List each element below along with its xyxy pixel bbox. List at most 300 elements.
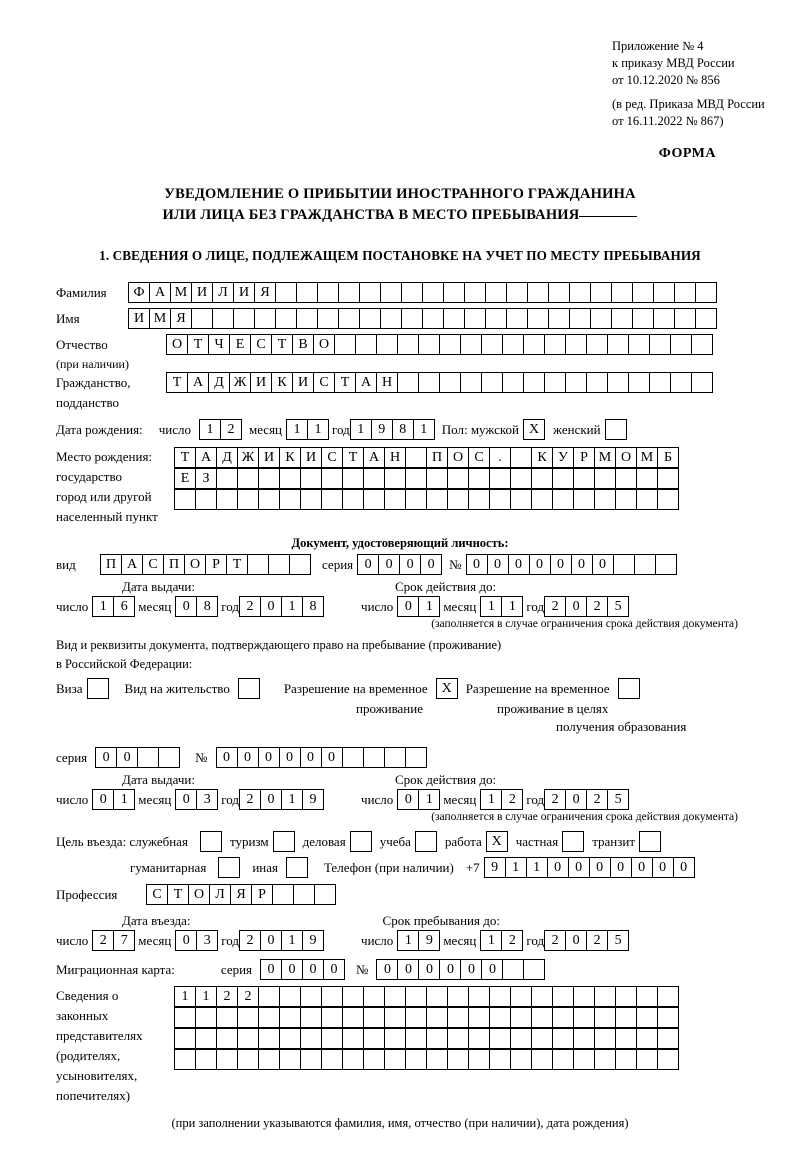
- cell[interactable]: [586, 372, 608, 393]
- cell[interactable]: [300, 986, 322, 1007]
- cell[interactable]: [636, 489, 658, 510]
- cell[interactable]: [657, 468, 679, 489]
- cell[interactable]: [674, 308, 696, 329]
- cell[interactable]: [636, 1049, 658, 1070]
- cell[interactable]: [657, 1007, 679, 1028]
- cell[interactable]: [510, 1007, 532, 1028]
- purpose-business-checkbox[interactable]: [350, 831, 372, 852]
- cell[interactable]: [510, 986, 532, 1007]
- cell[interactable]: [363, 747, 385, 768]
- cell[interactable]: [573, 489, 595, 510]
- entry-month-input[interactable]: [175, 930, 217, 951]
- cell[interactable]: 1: [281, 930, 303, 951]
- doc-issue-month-input[interactable]: [175, 596, 217, 617]
- permit-issue-day-input[interactable]: [92, 789, 134, 810]
- cell[interactable]: [565, 372, 587, 393]
- cell[interactable]: 0: [481, 959, 503, 980]
- cell[interactable]: [464, 308, 486, 329]
- cell[interactable]: [195, 1028, 217, 1049]
- cell[interactable]: [649, 334, 671, 355]
- cell[interactable]: Т: [166, 372, 188, 393]
- cell[interactable]: 0: [568, 857, 590, 878]
- cell[interactable]: [569, 282, 591, 303]
- cell[interactable]: 9: [371, 419, 393, 440]
- birth-day-input[interactable]: [199, 419, 241, 440]
- legal-rep-row-3[interactable]: [174, 1028, 678, 1049]
- cell[interactable]: О: [184, 554, 206, 575]
- cell[interactable]: 1: [286, 419, 308, 440]
- cell[interactable]: [384, 1049, 406, 1070]
- cell[interactable]: [523, 334, 545, 355]
- cell[interactable]: [481, 334, 503, 355]
- cell[interactable]: 7: [113, 930, 135, 951]
- cell[interactable]: [405, 747, 427, 768]
- cell[interactable]: [321, 468, 343, 489]
- name-input[interactable]: [128, 308, 716, 329]
- cell[interactable]: [237, 489, 259, 510]
- legal-rep-row-2[interactable]: [174, 1007, 678, 1028]
- cell[interactable]: О: [615, 447, 637, 468]
- cell[interactable]: [552, 468, 574, 489]
- cell[interactable]: Т: [342, 447, 364, 468]
- cell[interactable]: [363, 1049, 385, 1070]
- cell[interactable]: [258, 489, 280, 510]
- cell[interactable]: [657, 489, 679, 510]
- cell[interactable]: .: [489, 447, 511, 468]
- cell[interactable]: [384, 468, 406, 489]
- cell[interactable]: 0: [565, 596, 587, 617]
- cell[interactable]: [405, 447, 427, 468]
- cell[interactable]: 0: [673, 857, 695, 878]
- cell[interactable]: 0: [529, 554, 551, 575]
- cell[interactable]: [506, 282, 528, 303]
- cell[interactable]: 2: [501, 930, 523, 951]
- patronymic-input[interactable]: [166, 334, 712, 355]
- doc-number-input[interactable]: [466, 554, 676, 575]
- migration-series-input[interactable]: [260, 959, 344, 980]
- permit-valid-month-input[interactable]: [480, 789, 522, 810]
- cell[interactable]: [485, 282, 507, 303]
- cell[interactable]: П: [163, 554, 185, 575]
- cell[interactable]: 0: [631, 857, 653, 878]
- cell[interactable]: 0: [589, 857, 611, 878]
- cell[interactable]: [548, 308, 570, 329]
- cell[interactable]: [426, 468, 448, 489]
- cell[interactable]: [279, 468, 301, 489]
- permit-valid-day-input[interactable]: [397, 789, 439, 810]
- cell[interactable]: 2: [544, 596, 566, 617]
- cell[interactable]: [552, 489, 574, 510]
- doc-valid-day-input[interactable]: [397, 596, 439, 617]
- cell[interactable]: 0: [420, 554, 442, 575]
- cell[interactable]: [317, 282, 339, 303]
- cell[interactable]: [468, 986, 490, 1007]
- cell[interactable]: [657, 1028, 679, 1049]
- stay-year-input[interactable]: [544, 930, 628, 951]
- purpose-other-checkbox[interactable]: [286, 857, 308, 878]
- cell[interactable]: 1: [418, 789, 440, 810]
- cell[interactable]: [510, 489, 532, 510]
- cell[interactable]: [279, 986, 301, 1007]
- cell[interactable]: [489, 468, 511, 489]
- cell[interactable]: Р: [251, 884, 273, 905]
- cell[interactable]: 0: [378, 554, 400, 575]
- cell[interactable]: 1: [480, 930, 502, 951]
- cell[interactable]: 9: [484, 857, 506, 878]
- cell[interactable]: [573, 986, 595, 1007]
- cell[interactable]: [258, 468, 280, 489]
- cell[interactable]: [272, 884, 294, 905]
- cell[interactable]: И: [250, 372, 272, 393]
- cell[interactable]: [531, 1007, 553, 1028]
- cell[interactable]: [636, 468, 658, 489]
- cell[interactable]: [569, 308, 591, 329]
- cell[interactable]: [594, 1028, 616, 1049]
- migration-number-input[interactable]: [376, 959, 544, 980]
- cell[interactable]: С: [313, 372, 335, 393]
- cell[interactable]: [615, 986, 637, 1007]
- cell[interactable]: [691, 372, 713, 393]
- cell[interactable]: [485, 308, 507, 329]
- cell[interactable]: [254, 308, 276, 329]
- cell[interactable]: А: [187, 372, 209, 393]
- cell[interactable]: 0: [323, 959, 345, 980]
- cell[interactable]: [447, 1049, 469, 1070]
- cell[interactable]: [573, 468, 595, 489]
- cell[interactable]: З: [195, 468, 217, 489]
- cell[interactable]: [531, 489, 553, 510]
- doc-valid-month-input[interactable]: [480, 596, 522, 617]
- sex-female-checkbox[interactable]: [605, 419, 627, 440]
- cell[interactable]: 2: [544, 789, 566, 810]
- legal-rep-row-4[interactable]: [174, 1049, 678, 1070]
- cell[interactable]: [527, 308, 549, 329]
- cell[interactable]: [447, 489, 469, 510]
- cell[interactable]: [594, 986, 616, 1007]
- cell[interactable]: [216, 468, 238, 489]
- cell[interactable]: [268, 554, 290, 575]
- cell[interactable]: [237, 1049, 259, 1070]
- birth-year-input[interactable]: [350, 419, 434, 440]
- cell[interactable]: [670, 372, 692, 393]
- cell[interactable]: [426, 1028, 448, 1049]
- cell[interactable]: [468, 468, 490, 489]
- cell[interactable]: [321, 489, 343, 510]
- cell[interactable]: [544, 372, 566, 393]
- cell[interactable]: [611, 282, 633, 303]
- cell[interactable]: А: [149, 282, 171, 303]
- cell[interactable]: 0: [397, 596, 419, 617]
- cell[interactable]: 0: [175, 930, 197, 951]
- cell[interactable]: 1: [480, 789, 502, 810]
- stay-day-input[interactable]: [397, 930, 439, 951]
- cell[interactable]: 2: [586, 596, 608, 617]
- cell[interactable]: 0: [260, 789, 282, 810]
- cell[interactable]: [363, 489, 385, 510]
- cell[interactable]: [531, 1028, 553, 1049]
- cell[interactable]: [384, 1007, 406, 1028]
- cell[interactable]: [216, 1049, 238, 1070]
- cell[interactable]: И: [191, 282, 213, 303]
- cell[interactable]: 9: [418, 930, 440, 951]
- cell[interactable]: И: [128, 308, 150, 329]
- cell[interactable]: [300, 489, 322, 510]
- cell[interactable]: Т: [334, 372, 356, 393]
- profession-input[interactable]: [146, 884, 335, 905]
- cell[interactable]: [544, 334, 566, 355]
- cell[interactable]: Б: [657, 447, 679, 468]
- cell[interactable]: [317, 308, 339, 329]
- purpose-transit-checkbox[interactable]: [639, 831, 661, 852]
- purpose-service-checkbox[interactable]: [200, 831, 222, 852]
- cell[interactable]: [342, 1049, 364, 1070]
- cell[interactable]: 1: [174, 986, 196, 1007]
- cell[interactable]: 0: [95, 747, 117, 768]
- cell[interactable]: Н: [384, 447, 406, 468]
- cell[interactable]: [674, 282, 696, 303]
- cell[interactable]: 0: [258, 747, 280, 768]
- cell[interactable]: [506, 308, 528, 329]
- cell[interactable]: 0: [418, 959, 440, 980]
- cell[interactable]: С: [468, 447, 490, 468]
- doc-valid-year-input[interactable]: [544, 596, 628, 617]
- cell[interactable]: 0: [260, 959, 282, 980]
- entry-year-input[interactable]: [239, 930, 323, 951]
- cell[interactable]: [279, 489, 301, 510]
- cell[interactable]: [691, 334, 713, 355]
- cell[interactable]: А: [355, 372, 377, 393]
- cell[interactable]: [615, 468, 637, 489]
- cell[interactable]: 2: [216, 986, 238, 1007]
- cell[interactable]: [523, 372, 545, 393]
- cell[interactable]: [636, 1007, 658, 1028]
- cell[interactable]: 0: [565, 930, 587, 951]
- cell[interactable]: [384, 986, 406, 1007]
- cell[interactable]: [464, 282, 486, 303]
- cell[interactable]: К: [271, 372, 293, 393]
- cell[interactable]: [649, 372, 671, 393]
- cell[interactable]: [426, 1049, 448, 1070]
- cell[interactable]: [531, 1049, 553, 1070]
- cell[interactable]: [510, 468, 532, 489]
- cell[interactable]: [502, 334, 524, 355]
- cell[interactable]: [342, 468, 364, 489]
- cell[interactable]: 1: [501, 596, 523, 617]
- visa-checkbox[interactable]: [87, 678, 109, 699]
- cell[interactable]: [258, 1028, 280, 1049]
- cell[interactable]: [359, 282, 381, 303]
- cell[interactable]: [523, 959, 545, 980]
- cell[interactable]: [460, 334, 482, 355]
- cell[interactable]: 1: [418, 596, 440, 617]
- cell[interactable]: Е: [229, 334, 251, 355]
- birthplace-row-3[interactable]: [174, 489, 678, 510]
- cell[interactable]: [552, 986, 574, 1007]
- cell[interactable]: 0: [357, 554, 379, 575]
- cell[interactable]: [632, 308, 654, 329]
- cell[interactable]: [405, 1049, 427, 1070]
- cell[interactable]: С: [142, 554, 164, 575]
- cell[interactable]: 0: [300, 747, 322, 768]
- cell[interactable]: [670, 334, 692, 355]
- cell[interactable]: 2: [586, 930, 608, 951]
- cell[interactable]: [397, 372, 419, 393]
- cell[interactable]: И: [300, 447, 322, 468]
- cell[interactable]: [590, 308, 612, 329]
- cell[interactable]: [653, 308, 675, 329]
- cell[interactable]: 1: [526, 857, 548, 878]
- cell[interactable]: 2: [501, 789, 523, 810]
- cell[interactable]: 0: [397, 959, 419, 980]
- cell[interactable]: [615, 1028, 637, 1049]
- cell[interactable]: [695, 282, 717, 303]
- cell[interactable]: [174, 1028, 196, 1049]
- cell[interactable]: [195, 1049, 217, 1070]
- cell[interactable]: [695, 308, 717, 329]
- cell[interactable]: М: [149, 308, 171, 329]
- cell[interactable]: Л: [209, 884, 231, 905]
- cell[interactable]: [174, 1007, 196, 1028]
- cell[interactable]: [510, 1049, 532, 1070]
- cell[interactable]: [552, 1007, 574, 1028]
- cell[interactable]: 0: [397, 789, 419, 810]
- cell[interactable]: [510, 447, 532, 468]
- cell[interactable]: [489, 986, 511, 1007]
- cell[interactable]: [363, 986, 385, 1007]
- cell[interactable]: 0: [281, 959, 303, 980]
- cell[interactable]: [468, 1049, 490, 1070]
- cell[interactable]: 1: [505, 857, 527, 878]
- cell[interactable]: [657, 1049, 679, 1070]
- cell[interactable]: И: [233, 282, 255, 303]
- entry-day-input[interactable]: [92, 930, 134, 951]
- cell[interactable]: С: [250, 334, 272, 355]
- cell[interactable]: [212, 308, 234, 329]
- purpose-humanitarian-checkbox[interactable]: [218, 857, 240, 878]
- cell[interactable]: [216, 489, 238, 510]
- cell[interactable]: 0: [652, 857, 674, 878]
- cell[interactable]: [275, 282, 297, 303]
- cell[interactable]: 0: [376, 959, 398, 980]
- edu-residence-checkbox[interactable]: [618, 678, 640, 699]
- cell[interactable]: [573, 1007, 595, 1028]
- cell[interactable]: 1: [281, 596, 303, 617]
- cell[interactable]: [468, 489, 490, 510]
- cell[interactable]: [439, 372, 461, 393]
- cell[interactable]: О: [313, 334, 335, 355]
- cell[interactable]: [565, 334, 587, 355]
- cell[interactable]: [594, 468, 616, 489]
- cell[interactable]: [296, 282, 318, 303]
- cell[interactable]: [613, 554, 635, 575]
- cell[interactable]: [573, 1028, 595, 1049]
- cell[interactable]: [401, 308, 423, 329]
- cell[interactable]: [300, 1049, 322, 1070]
- cell[interactable]: [380, 282, 402, 303]
- cell[interactable]: 1: [413, 419, 435, 440]
- cell[interactable]: [275, 308, 297, 329]
- cell[interactable]: [628, 334, 650, 355]
- cell[interactable]: [216, 1007, 238, 1028]
- cell[interactable]: [279, 1028, 301, 1049]
- cell[interactable]: [174, 489, 196, 510]
- doc-issue-year-input[interactable]: [239, 596, 323, 617]
- cell[interactable]: 0: [466, 554, 488, 575]
- cell[interactable]: А: [363, 447, 385, 468]
- cell[interactable]: 1: [281, 789, 303, 810]
- cell[interactable]: [615, 1007, 637, 1028]
- cell[interactable]: А: [121, 554, 143, 575]
- cell[interactable]: 0: [279, 747, 301, 768]
- cell[interactable]: 1: [92, 596, 114, 617]
- cell[interactable]: Ф: [128, 282, 150, 303]
- surname-input[interactable]: [128, 282, 716, 303]
- cell[interactable]: [300, 1028, 322, 1049]
- cell[interactable]: [468, 1028, 490, 1049]
- cell[interactable]: [321, 1028, 343, 1049]
- cell[interactable]: [405, 489, 427, 510]
- citizenship-input[interactable]: [166, 372, 712, 393]
- cell[interactable]: 1: [480, 596, 502, 617]
- cell[interactable]: [443, 282, 465, 303]
- cell[interactable]: [636, 986, 658, 1007]
- cell[interactable]: [502, 372, 524, 393]
- cell[interactable]: М: [170, 282, 192, 303]
- stay-month-input[interactable]: [480, 930, 522, 951]
- cell[interactable]: 0: [116, 747, 138, 768]
- cell[interactable]: 2: [239, 596, 261, 617]
- cell[interactable]: [531, 986, 553, 1007]
- cell[interactable]: [158, 747, 180, 768]
- cell[interactable]: [321, 986, 343, 1007]
- cell[interactable]: 2: [92, 930, 114, 951]
- cell[interactable]: [422, 282, 444, 303]
- cell[interactable]: [247, 554, 269, 575]
- permit-valid-year-input[interactable]: [544, 789, 628, 810]
- permit-issue-year-input[interactable]: [239, 789, 323, 810]
- cell[interactable]: 0: [175, 789, 197, 810]
- cell[interactable]: 0: [237, 747, 259, 768]
- cell[interactable]: [594, 489, 616, 510]
- cell[interactable]: Д: [216, 447, 238, 468]
- cell[interactable]: 2: [586, 789, 608, 810]
- cell[interactable]: [334, 334, 356, 355]
- cell[interactable]: [489, 1049, 511, 1070]
- birthplace-row-1[interactable]: [174, 447, 678, 468]
- cell[interactable]: Т: [226, 554, 248, 575]
- cell[interactable]: [590, 282, 612, 303]
- cell[interactable]: С: [321, 447, 343, 468]
- cell[interactable]: [321, 1049, 343, 1070]
- cell[interactable]: М: [594, 447, 616, 468]
- cell[interactable]: 5: [607, 789, 629, 810]
- cell[interactable]: [439, 334, 461, 355]
- cell[interactable]: 8: [302, 596, 324, 617]
- cell[interactable]: 8: [196, 596, 218, 617]
- cell[interactable]: 2: [239, 930, 261, 951]
- cell[interactable]: [342, 489, 364, 510]
- cell[interactable]: 1: [113, 789, 135, 810]
- cell[interactable]: [279, 1007, 301, 1028]
- cell[interactable]: 0: [565, 789, 587, 810]
- cell[interactable]: [384, 489, 406, 510]
- cell[interactable]: М: [636, 447, 658, 468]
- cell[interactable]: 1: [350, 419, 372, 440]
- cell[interactable]: 2: [544, 930, 566, 951]
- cell[interactable]: [363, 468, 385, 489]
- cell[interactable]: [355, 334, 377, 355]
- cell[interactable]: 0: [547, 857, 569, 878]
